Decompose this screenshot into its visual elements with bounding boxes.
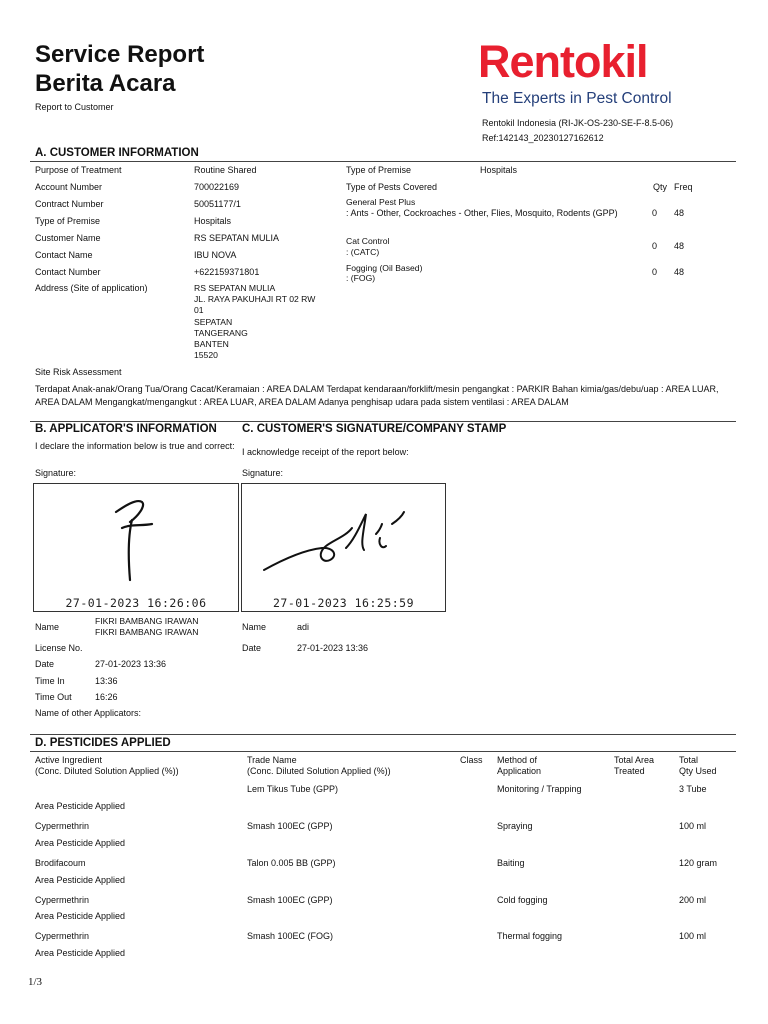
time-out: 16:26 bbox=[95, 692, 118, 702]
section-divider bbox=[30, 734, 736, 735]
address-line: BANTEN bbox=[194, 339, 229, 349]
license-label: License No. bbox=[35, 643, 83, 653]
pest-qty: 0 bbox=[652, 208, 658, 218]
field-value: IBU NOVA bbox=[194, 250, 237, 260]
row-method: Cold fogging bbox=[497, 895, 548, 905]
field-label: Contract Number bbox=[35, 199, 104, 209]
applicator-name: FIKRI BAMBANG IRAWAN bbox=[95, 627, 199, 637]
customer-date: 27-01-2023 13:36 bbox=[297, 643, 369, 653]
field-value: +622159371801 bbox=[194, 267, 260, 277]
time-in: 13:36 bbox=[95, 676, 118, 686]
time-in-label: Time In bbox=[35, 676, 65, 686]
customer-signature-box bbox=[241, 483, 446, 612]
applicator-signature bbox=[34, 484, 238, 594]
col-class: Class bbox=[460, 755, 483, 765]
section-pesticides-applied: D. PESTICIDES APPLIED bbox=[35, 737, 171, 749]
address-line: JL. RAYA PAKUHAJI RT 02 RW bbox=[194, 294, 316, 304]
row-qty: 100 ml bbox=[679, 821, 707, 831]
pest-detail: : (FOG) bbox=[346, 273, 376, 283]
row-method: Baiting bbox=[497, 858, 525, 868]
col-method: Method of bbox=[497, 755, 538, 765]
customer-acknowledgement: I acknowledge receipt of the report below: bbox=[242, 447, 409, 457]
section-applicator-information: B. APPLICATOR'S INFORMATION bbox=[35, 423, 217, 435]
col-active-ingredient-sub: (Conc. Diluted Solution Applied (%)) bbox=[35, 766, 179, 776]
customer-signature-label: Signature: bbox=[242, 468, 284, 478]
pest-detail: : (CATC) bbox=[346, 247, 380, 257]
page-number: 1/3 bbox=[28, 976, 43, 988]
customer-date-label: Date bbox=[242, 643, 262, 653]
address-line: SEPATAN bbox=[194, 317, 233, 327]
row-ingredient: Brodifacoum bbox=[35, 858, 86, 868]
row-area-label: Area Pesticide Applied bbox=[35, 801, 126, 811]
report-ref: Ref:142143_20230127162612 bbox=[482, 133, 604, 143]
company-reference: Rentokil Indonesia (RI-JK-OS-230-SE-F-8.5-06) bbox=[482, 118, 674, 128]
field-label: Purpose of Treatment bbox=[35, 165, 122, 175]
premise-value: Hospitals bbox=[480, 165, 518, 175]
field-value: 50051177/1 bbox=[194, 199, 241, 209]
row-method: Spraying bbox=[497, 821, 533, 831]
customer-signature-timestamp: 27-01-2023 16:25:59 bbox=[272, 596, 415, 610]
pest-qty: 0 bbox=[652, 241, 658, 251]
pest-freq: 48 bbox=[674, 208, 685, 218]
customer-name-label: Name bbox=[242, 622, 267, 632]
applicator-date: 27-01-2023 13:36 bbox=[95, 659, 167, 669]
customer-signer-name: adi bbox=[297, 622, 310, 632]
section-divider bbox=[30, 421, 736, 422]
field-label: Type of Premise bbox=[35, 216, 101, 226]
customer-signature bbox=[242, 484, 445, 594]
field-value: RS SEPATAN MULIA bbox=[194, 233, 280, 243]
row-ingredient: Cypermethrin bbox=[35, 895, 90, 905]
report-subtitle: Report to Customer bbox=[35, 102, 114, 112]
applicator-declaration: I declare the information below is true and correct: bbox=[35, 441, 235, 451]
applicator-signature-box bbox=[33, 483, 239, 612]
section-divider bbox=[30, 161, 736, 162]
address-line: 15520 bbox=[194, 350, 218, 360]
field-value: Routine Shared bbox=[194, 165, 257, 175]
row-area-label: Area Pesticide Applied bbox=[35, 875, 126, 885]
row-area-label: Area Pesticide Applied bbox=[35, 911, 126, 921]
applicator-name-label: Name bbox=[35, 622, 60, 632]
col-total-area: Total Area bbox=[614, 755, 655, 765]
row-trade-name: Smash 100EC (FOG) bbox=[247, 931, 334, 941]
field-label: Customer Name bbox=[35, 233, 101, 243]
field-value: 700022169 bbox=[194, 182, 240, 192]
pest-freq: 48 bbox=[674, 241, 685, 251]
applicator-name: FIKRI BAMBANG IRAWAN bbox=[95, 616, 199, 626]
row-area-label: Area Pesticide Applied bbox=[35, 948, 126, 958]
rentokil-logo: Rentokil bbox=[478, 36, 648, 87]
col-method-sub: Application bbox=[497, 766, 542, 776]
pest-qty: 0 bbox=[652, 267, 658, 277]
pest-freq: 48 bbox=[674, 267, 685, 277]
col-active-ingredient: Active Ingredient bbox=[35, 755, 103, 765]
row-qty: 100 ml bbox=[679, 931, 707, 941]
applicator-signature-label: Signature: bbox=[35, 468, 77, 478]
applicator-signature-timestamp: 27-01-2023 16:26:06 bbox=[65, 596, 207, 610]
section-customer-information: A. CUSTOMER INFORMATION bbox=[35, 147, 199, 159]
report-title-local: Berita Acara bbox=[35, 70, 176, 97]
pest-name: Cat Control bbox=[346, 236, 390, 246]
premise-label: Type of Premise bbox=[346, 165, 412, 175]
risk-assessment-label: Site Risk Assessment bbox=[35, 367, 122, 377]
col-trade-name-sub: (Conc. Diluted Solution Applied (%)) bbox=[247, 766, 391, 776]
field-label: Contact Number bbox=[35, 267, 101, 277]
applicator-date-label: Date bbox=[35, 659, 55, 669]
other-applicators-label: Name of other Applicators: bbox=[35, 708, 142, 718]
field-label: Contact Name bbox=[35, 250, 93, 260]
row-ingredient: Cypermethrin bbox=[35, 931, 90, 941]
section-divider bbox=[30, 751, 736, 752]
pests-label: Type of Pests Covered bbox=[346, 182, 438, 192]
freq-header: Freq bbox=[674, 182, 693, 192]
address-line: TANGERANG bbox=[194, 328, 248, 338]
time-out-label: Time Out bbox=[35, 692, 72, 702]
address-label: Address (Site of application) bbox=[35, 283, 148, 293]
field-value: Hospitals bbox=[194, 216, 232, 226]
pest-name: General Pest Plus bbox=[346, 197, 416, 207]
section-customer-signature: C. CUSTOMER'S SIGNATURE/COMPANY STAMP bbox=[242, 423, 507, 435]
address-line: RS SEPATAN MULIA bbox=[194, 283, 276, 293]
pest-name: Fogging (Oil Based) bbox=[346, 263, 423, 273]
row-trade-name: Talon 0.005 BB (GPP) bbox=[247, 858, 336, 868]
row-trade-name: Smash 100EC (GPP) bbox=[247, 821, 333, 831]
col-total-qty-sub: Qty Used bbox=[679, 766, 717, 776]
field-label: Account Number bbox=[35, 182, 103, 192]
col-total-area-sub: Treated bbox=[614, 766, 645, 776]
row-method: Monitoring / Trapping bbox=[497, 784, 582, 794]
pest-detail: : Ants - Other, Cockroaches - Other, Flies, Mosquito, Rodents (GPP) bbox=[346, 208, 618, 218]
row-area-label: Area Pesticide Applied bbox=[35, 838, 126, 848]
row-method: Thermal fogging bbox=[497, 931, 563, 941]
col-total-qty: Total bbox=[679, 755, 699, 765]
qty-header: Qty bbox=[653, 182, 668, 192]
logo-tagline: The Experts in Pest Control bbox=[482, 90, 672, 107]
report-title: Service Report bbox=[35, 41, 205, 68]
row-qty: 120 gram bbox=[679, 858, 718, 868]
row-qty: 3 Tube bbox=[679, 784, 707, 794]
row-trade-name: Smash 100EC (GPP) bbox=[247, 895, 333, 905]
row-trade-name: Lem Tikus Tube (GPP) bbox=[247, 784, 339, 794]
row-ingredient: Cypermethrin bbox=[35, 821, 90, 831]
row-qty: 200 ml bbox=[679, 895, 707, 905]
col-trade-name: Trade Name bbox=[247, 755, 297, 765]
risk-assessment-text: Terdapat Anak-anak/Orang Tua/Orang Cacat/Keramaian : AREA DALAM Terdapat kendaraan/forklift/mesin pengangkat : PARKIR Bahan kimia/gas/debu/uap : AREA LUAR, AREA DALAM Mengangkat/mengangkut : AREA LUAR, AREA DALAM Adanya penghisap udara pada sistem ventilasi : AREA DALAM bbox=[35, 384, 719, 407]
address-line: 01 bbox=[194, 305, 204, 315]
